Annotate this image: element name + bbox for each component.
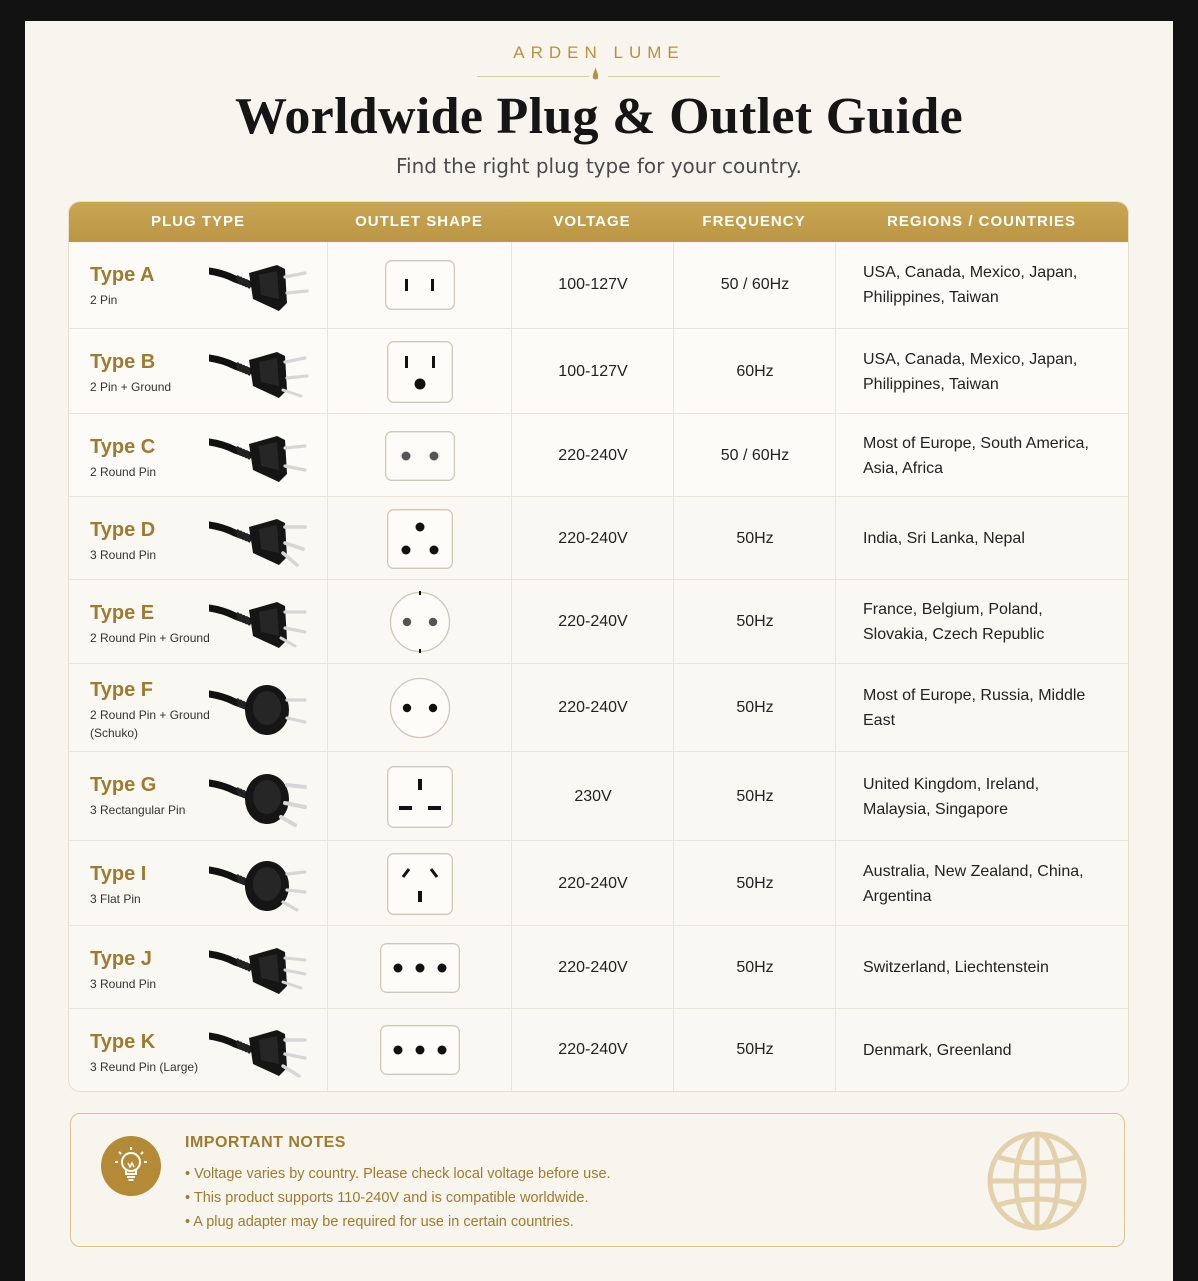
plug-type-cell	[69, 926, 327, 1009]
plug-type-description: 3 Round Pin	[90, 977, 157, 991]
type-b-outlet-icon	[387, 341, 453, 408]
regions-text: India, Sri Lanka, Nepal	[863, 530, 1025, 547]
plug-type-description: 3 Reund Pin (Large)	[90, 1060, 199, 1074]
table-row	[69, 751, 1128, 841]
regions-text: USA, Canada, Mexico, Japan, Philippines, Taiwan	[863, 350, 1078, 393]
three-flat-pin-plug-icon	[209, 850, 313, 923]
table-header	[69, 202, 1128, 242]
plug-type-name: Type E	[90, 602, 155, 624]
voltage-cell: 230V	[511, 752, 674, 841]
brand-name: ARDEN LUME	[513, 43, 685, 62]
swiss-plug-icon	[209, 934, 313, 1007]
note-item: • This product supports 110-240V and is compatible worldwide.	[185, 1190, 589, 1206]
plug-type-cell	[69, 329, 327, 414]
plug-type-name: Type G	[90, 774, 157, 796]
frequency-cell: 50Hz	[673, 1009, 836, 1091]
regions-cell	[835, 414, 1129, 497]
table-row	[69, 1008, 1128, 1091]
plug-table	[68, 201, 1129, 1092]
outlet-shape-cell	[327, 926, 512, 1009]
regions-cell	[835, 497, 1129, 580]
regions-cell	[835, 242, 1129, 328]
regions-cell	[835, 926, 1129, 1009]
frequency-cell: 50Hz	[673, 841, 836, 926]
guide-sheet	[25, 21, 1173, 1281]
regions-cell	[835, 329, 1129, 414]
two-round-pin-plug-icon	[209, 422, 313, 495]
frequency-cell: 60Hz	[673, 329, 836, 414]
type-c-outlet-icon	[385, 431, 455, 486]
plug-type-cell	[69, 664, 327, 752]
lightbulb-icon	[101, 1136, 161, 1196]
regions-cell	[835, 580, 1129, 664]
type-e-outlet-icon	[389, 591, 451, 658]
header-regions: REGIONS / COUNTRIES	[886, 213, 1077, 230]
three-round-pin-plug-icon	[209, 505, 313, 578]
voltage-cell: 220-240V	[511, 414, 674, 497]
header-voltage: VOLTAGE	[553, 213, 631, 230]
plug-type-name: Type F	[90, 679, 153, 701]
outlet-shape-cell	[327, 1009, 512, 1091]
header-outlet-shape: OUTLET SHAPE	[355, 213, 483, 230]
page-subtitle: Find the right plug type for your country.	[395, 154, 803, 178]
header-plug-type: PLUG TYPE	[150, 213, 245, 230]
regions-text: Australia, New Zealand, China, Argentina	[863, 862, 1084, 905]
plug-type-description: 2 Pin + Ground	[90, 380, 172, 394]
frequency-cell: 50Hz	[673, 497, 836, 580]
type-k-outlet-icon	[380, 1025, 460, 1080]
brand-rule-left	[477, 76, 589, 77]
outlet-shape-cell	[327, 414, 512, 497]
outlet-shape-cell	[327, 841, 512, 926]
plug-type-description: 2 Pin	[90, 293, 118, 307]
frequency-cell: 50Hz	[673, 580, 836, 664]
plug-type-description: 2 Round Pin + Ground	[90, 631, 210, 645]
voltage-cell: 220-240V	[511, 497, 674, 580]
table-row	[69, 579, 1128, 664]
table-row	[69, 840, 1128, 926]
regions-cell	[835, 1009, 1129, 1091]
voltage-cell: 100-127V	[511, 242, 674, 328]
type-a-outlet-icon	[385, 260, 455, 315]
plug-type-cell	[69, 752, 327, 841]
type-f-outlet-icon	[389, 677, 451, 744]
page-title: Worldwide Plug & Outlet Guide	[234, 88, 964, 145]
voltage-cell: 220-240V	[511, 841, 674, 926]
frequency-cell: 50Hz	[673, 926, 836, 1009]
regions-cell	[835, 841, 1129, 926]
plug-type-name: Type B	[90, 351, 156, 373]
table-row	[69, 413, 1128, 497]
outlet-shape-cell	[327, 580, 512, 664]
plug-type-cell	[69, 414, 327, 497]
plug-type-description: 3 Rectangular Pin	[90, 803, 186, 817]
regions-text: United Kingdom, Ireland, Malaysia, Singapore	[863, 775, 1040, 818]
regions-cell	[835, 664, 1129, 752]
regions-text: Most of Europe, South America, Asia, Africa	[863, 434, 1089, 477]
note-item: • A plug adapter may be required for use in certain countries.	[185, 1214, 574, 1230]
plug-type-name: Type A	[90, 264, 155, 286]
schuko-plug-icon	[209, 674, 313, 747]
regions-text: France, Belgium, Poland, Slovakia, Czech Republic	[863, 601, 1045, 643]
regions-text: USA, Canada, Mexico, Japan, Philippines, Taiwan	[863, 264, 1078, 306]
plug-type-name: Type D	[90, 519, 156, 541]
plug-type-name: Type C	[90, 436, 156, 458]
plug-type-cell	[69, 841, 327, 926]
outlet-shape-cell	[327, 752, 512, 841]
danish-plug-icon	[209, 1016, 313, 1089]
type-j-outlet-icon	[380, 943, 460, 998]
frequency-cell: 50Hz	[673, 664, 836, 752]
header-frequency: FREQUENCY	[702, 213, 806, 230]
plug-type-name: Type I	[90, 863, 147, 885]
important-notes-box	[70, 1113, 1125, 1247]
outlet-shape-cell	[327, 329, 512, 414]
regions-cell	[835, 752, 1129, 841]
notes-title: IMPORTANT NOTES	[185, 1134, 346, 1151]
regions-text: Switzerland, Liechtenstein	[863, 959, 1049, 976]
regions-text: Denmark, Greenland	[863, 1041, 1012, 1059]
globe-icon	[985, 1129, 1089, 1233]
outlet-shape-cell	[327, 664, 512, 752]
type-d-outlet-icon	[387, 509, 453, 574]
plug-type-cell	[69, 242, 327, 328]
frequency-cell: 50 / 60Hz	[673, 242, 836, 328]
plug-type-cell	[69, 1009, 327, 1091]
note-item: • Voltage varies by country. Please check local voltage before use.	[185, 1166, 611, 1182]
type-i-outlet-icon	[387, 853, 453, 920]
table-row	[69, 663, 1128, 752]
voltage-cell: 220-240V	[511, 926, 674, 1009]
plug-type-description: 3 Round Pin	[90, 548, 157, 562]
plug-type-description: 2 Round Pin + Ground (Schuko)	[90, 708, 210, 740]
plug-type-description: 2 Round Pin	[90, 465, 157, 479]
table-row	[69, 925, 1128, 1009]
voltage-cell: 220-240V	[511, 580, 674, 664]
voltage-cell: 220-240V	[511, 1009, 674, 1091]
grounded-flat-pin-plug-icon	[209, 338, 313, 411]
frequency-cell: 50Hz	[673, 752, 836, 841]
plug-type-name: Type K	[90, 1031, 156, 1053]
regions-text: Most of Europe, Russia, Middle East	[863, 687, 1086, 729]
voltage-cell: 100-127V	[511, 329, 674, 414]
outlet-shape-cell	[327, 497, 512, 580]
flame-icon	[592, 67, 599, 81]
plug-type-description: 3 Flat Pin	[90, 892, 141, 906]
outlet-shape-cell	[327, 242, 512, 328]
table-row	[69, 496, 1128, 580]
plug-type-cell	[69, 497, 327, 580]
plug-type-name: Type J	[90, 948, 152, 970]
table-row	[69, 328, 1128, 414]
type-g-outlet-icon	[387, 766, 453, 833]
brand-rule-right	[608, 76, 720, 77]
round-pin-ground-plug-icon	[209, 588, 313, 661]
frequency-cell: 50 / 60Hz	[673, 414, 836, 497]
voltage-cell: 220-240V	[511, 664, 674, 752]
plug-type-cell	[69, 580, 327, 664]
table-row	[69, 242, 1128, 328]
two-flat-pin-plug-icon	[209, 251, 313, 324]
rectangular-pin-plug-icon	[209, 763, 313, 836]
